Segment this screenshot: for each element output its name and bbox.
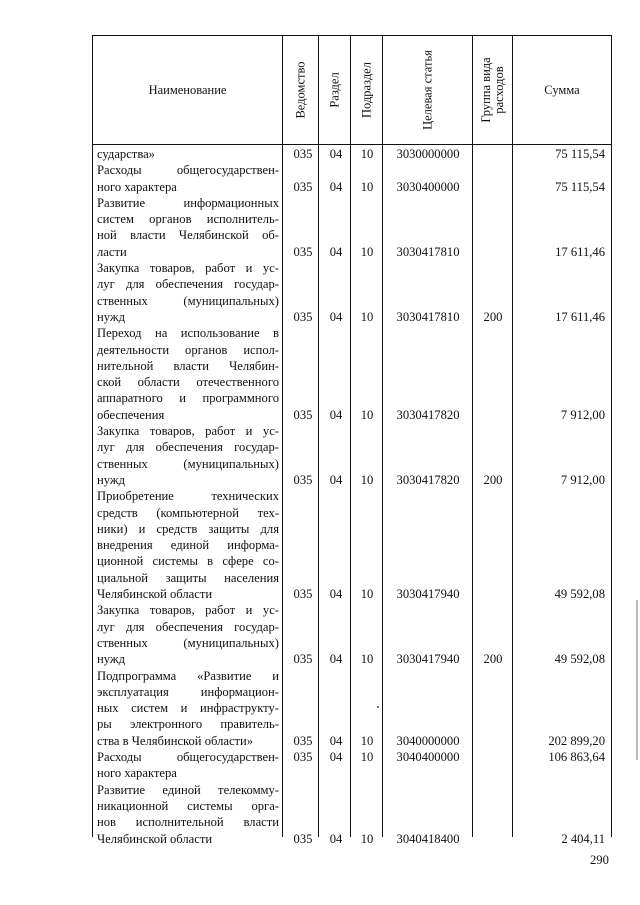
header-razdel-cell: [319, 36, 351, 144]
row-name-line: ники) и средств защиты для: [97, 521, 279, 536]
row-name-line: луг для обеспечения государ-: [97, 619, 279, 634]
row-podrazdel: 10: [360, 244, 374, 259]
row-razdel: 04: [329, 652, 343, 667]
row-razdel: 04: [329, 147, 343, 161]
row-name-line: Закупка товаров, работ и ус-: [97, 261, 279, 276]
row-celevaya: 3040000000: [396, 733, 460, 748]
row-celevaya: 3040418400: [396, 831, 460, 846]
row-name: [97, 260, 279, 325]
row-name-line: никационной системы орга-: [97, 798, 279, 813]
row-summa: 7 912,00: [560, 407, 605, 422]
row-razdel: 04: [329, 310, 343, 324]
row-name-line: Расходы общегосударствен-: [97, 750, 279, 765]
row-name: [97, 423, 279, 488]
row-podrazdel: 10: [360, 310, 374, 324]
row-name: [97, 749, 279, 782]
column-rule: [382, 145, 383, 837]
row-summa: 202 899,20: [548, 733, 605, 748]
row-name-line: Закупка товаров, работ и ус-: [97, 424, 279, 439]
header-gruppa: [480, 57, 506, 122]
row-name-line: нужд: [97, 472, 125, 487]
row-name-line: ской области отечественного: [97, 375, 279, 390]
row-vedomstvo: 035: [293, 831, 313, 846]
row-podrazdel: 10: [360, 750, 374, 765]
row-razdel: 04: [329, 244, 343, 259]
header-vedomstvo: Ведомство: [293, 61, 307, 119]
row-name-line: нужд: [97, 652, 125, 667]
row-podrazdel: 10: [360, 473, 374, 487]
row-name-line: эксплуатация информацион-: [97, 684, 279, 699]
row-name-line: Развитие информационных: [97, 195, 279, 210]
row-vedomstvo: 035: [293, 473, 313, 487]
header-podrazdel: Подраздел: [359, 62, 373, 118]
column-rule: [350, 145, 351, 837]
row-razdel: 04: [329, 831, 343, 846]
row-name-line: ного характера: [97, 766, 177, 781]
row-podrazdel: 10: [360, 179, 374, 194]
row-name-line: ных систем и инфраструкту-: [97, 701, 279, 716]
row-summa: 106 863,64: [548, 750, 605, 765]
row-gruppa: 200: [483, 310, 503, 324]
row-celevaya: 3030400000: [396, 179, 460, 194]
header-razdel: Раздел: [327, 72, 341, 108]
row-name-line: ной власти Челябинской об-: [97, 228, 279, 243]
row-name-line: Подпрограмма «Развитие и: [97, 668, 279, 683]
header-summa-cell: [513, 36, 611, 144]
row-celevaya: 3030417940: [396, 587, 460, 602]
row-name-line: ного характера: [97, 179, 177, 194]
row-celevaya: 3030417820: [396, 407, 460, 422]
row-name: [97, 195, 279, 260]
row-summa: 2 404,11: [561, 831, 605, 846]
row-summa: 75 115,54: [555, 147, 605, 161]
header-name-cell: [93, 36, 283, 144]
row-name-line: аппаратного и программного: [97, 391, 279, 406]
row-vedomstvo: 035: [293, 750, 313, 765]
page-number: 290: [590, 853, 609, 867]
row-name-line: нов исполнительной власти: [97, 815, 279, 830]
row-summa: 49 592,08: [554, 652, 605, 667]
row-gruppa: 200: [483, 652, 503, 667]
scan-edge: [636, 600, 638, 760]
column-rule: [472, 145, 473, 837]
row-name-line: ства в Челябинской области»: [97, 733, 254, 748]
row-name-line: Развитие единой телекомму-: [97, 782, 279, 797]
row-razdel: 04: [329, 473, 343, 487]
row-name-line: Расходы общегосударствен-: [97, 163, 279, 178]
row-name-line: сударства»: [97, 147, 155, 161]
row-podrazdel: 10: [360, 733, 374, 748]
table-header: [92, 35, 612, 145]
header-gruppa-line2: расходов: [491, 66, 506, 114]
header-celevaya: Целевая статья: [420, 50, 434, 130]
row-name-line: систем органов исполнитель-: [97, 212, 279, 227]
row-summa: 17 611,46: [555, 310, 605, 324]
row-name-line: средств (компьютерной тех-: [97, 505, 279, 520]
row-summa: 49 592,08: [554, 587, 605, 602]
row-celevaya: 3030417820: [396, 473, 460, 487]
row-name-line: Переход на использование в: [97, 326, 279, 341]
row-name: [97, 488, 279, 602]
row-vedomstvo: 035: [293, 147, 313, 161]
row-podrazdel: 10: [360, 652, 374, 667]
row-celevaya: 3030000000: [396, 147, 460, 161]
row-razdel: 04: [329, 587, 343, 602]
header-summa: Сумма: [544, 82, 580, 97]
row-name-line: деятельности органов испол-: [97, 342, 279, 357]
row-name-line: луг для обеспечения государ-: [97, 277, 279, 292]
row-podrazdel: 10: [360, 831, 374, 846]
header-celevaya-cell: [383, 36, 473, 144]
row-name-line: обеспечения: [97, 407, 165, 422]
row-name: [97, 325, 279, 423]
column-rule: [282, 145, 283, 837]
row-name-line: ры электронного правитель-: [97, 717, 279, 732]
row-name-line: Закупка товаров, работ и ус-: [97, 603, 279, 618]
row-name-line: нужд: [97, 309, 125, 324]
row-name-line: луг для обеспечения государ-: [97, 440, 279, 455]
row-celevaya: 3030417940: [396, 652, 460, 667]
row-podrazdel: 10: [360, 147, 374, 161]
row-gruppa: 200: [483, 473, 503, 487]
row-celevaya: 3030417810: [396, 244, 460, 259]
row-name-line: внедрения единой информа-: [97, 538, 279, 553]
row-name-line: Приобретение технических: [97, 489, 279, 504]
header-gruppa-cell: [473, 36, 513, 144]
row-razdel: 04: [329, 407, 343, 422]
row-name: [97, 782, 279, 847]
header-vedomstvo-cell: [283, 36, 319, 144]
row-name-line: Челябинской области: [97, 587, 213, 602]
row-razdel: 04: [329, 179, 343, 194]
row-name: [97, 668, 279, 749]
row-name: [97, 146, 279, 162]
row-name-line: ственных (муниципальных): [97, 456, 279, 471]
row-podrazdel: 10: [360, 407, 374, 422]
column-rule: [611, 145, 612, 837]
column-rule: [318, 145, 319, 837]
row-name-line: нительной власти Челябин-: [97, 358, 279, 373]
row-vedomstvo: 035: [293, 733, 313, 748]
row-name-line: Челябинской области: [97, 831, 213, 846]
row-name-line: циальной защиты населения: [97, 570, 279, 585]
header-name: Наименование: [148, 82, 227, 97]
row-vedomstvo: 035: [293, 587, 313, 602]
row-name-line: ственных (муниципальных): [97, 635, 279, 650]
row-vedomstvo: 035: [293, 407, 313, 422]
row-summa: 7 912,00: [560, 473, 605, 487]
row-name-line: ционной системы в сфере со-: [97, 554, 279, 569]
row-vedomstvo: 035: [293, 179, 313, 194]
header-gruppa-line1: Группа вида: [478, 57, 493, 123]
row-vedomstvo: 035: [293, 652, 313, 667]
row-name-line: ласти: [97, 244, 127, 259]
row-podrazdel: 10: [360, 587, 374, 602]
row-name: [97, 602, 279, 667]
row-razdel: 04: [329, 750, 343, 765]
row-razdel: 04: [329, 733, 343, 748]
row-name-line: ственных (муниципальных): [97, 293, 279, 308]
row-celevaya: 3040400000: [396, 750, 460, 765]
row-vedomstvo: 035: [293, 310, 313, 324]
scan-speck: [377, 706, 379, 708]
row-vedomstvo: 035: [293, 244, 313, 259]
row-summa: 17 611,46: [555, 244, 605, 259]
header-podrazdel-cell: [351, 36, 383, 144]
row-name: [97, 162, 279, 195]
row-celevaya: 3030417810: [396, 310, 460, 324]
row-summa: 75 115,54: [555, 179, 605, 194]
column-rule: [92, 145, 93, 837]
